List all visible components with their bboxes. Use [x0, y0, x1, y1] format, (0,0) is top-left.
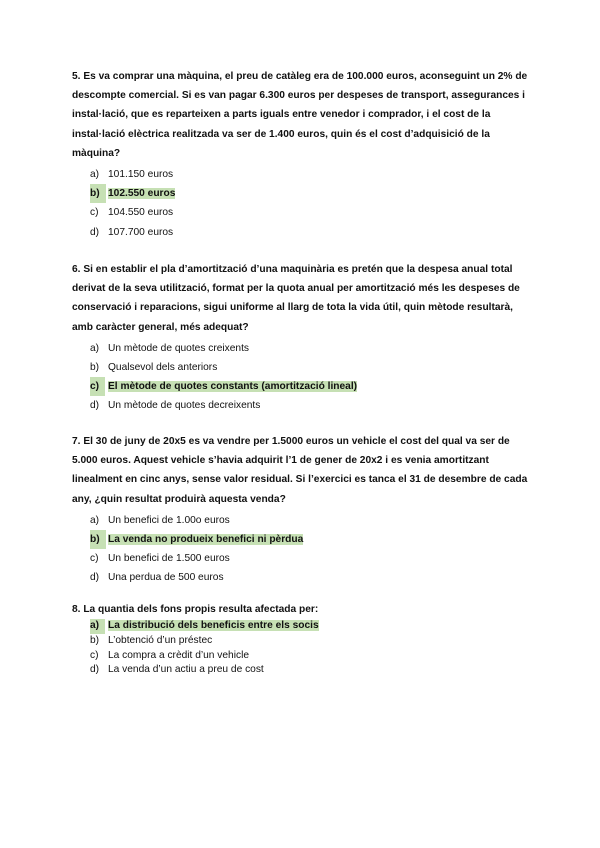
option-b: [72, 634, 534, 649]
option-letter: b): [90, 634, 100, 646]
option-letter: d): [90, 664, 100, 676]
option-list: [72, 511, 534, 588]
option-text: Una perdua de 500 euros: [108, 572, 224, 584]
option-letter: d): [90, 226, 100, 238]
option-a: [72, 339, 534, 358]
option-text: La distribució dels beneficis entre els socis: [108, 620, 319, 631]
option-text: Un benefici de 1.00o euros: [108, 514, 230, 526]
question-8: [72, 603, 534, 678]
option-list: [72, 619, 534, 678]
option-d: [72, 568, 534, 587]
option-letter: b): [90, 530, 106, 549]
option-d: [72, 223, 534, 242]
option-a: [72, 511, 534, 530]
option-text: 104.550 euros: [108, 207, 174, 219]
option-c: [72, 203, 534, 222]
option-b-correct: [72, 184, 534, 203]
option-letter: a): [90, 514, 100, 526]
option-letter: c): [90, 207, 99, 219]
question-stem: 8. La quantia dels fons propis resulta afectada per:: [72, 604, 319, 615]
question-5: [72, 67, 534, 242]
option-text: Qualsevol dels anteriors: [108, 362, 218, 373]
option-c-correct: [72, 377, 534, 396]
option-list: [72, 339, 534, 416]
option-c: [72, 649, 534, 664]
question-7: [72, 432, 534, 588]
option-letter: b): [90, 184, 106, 203]
option-letter: b): [90, 362, 100, 373]
option-text: 101.150 euros: [108, 169, 174, 181]
option-d: [72, 396, 534, 415]
option-letter: a): [90, 169, 100, 181]
option-d: [72, 663, 534, 678]
option-a-correct: [72, 619, 534, 634]
option-letter: d): [90, 572, 100, 584]
option-text: Un benefici de 1.500 euros: [108, 553, 230, 565]
option-text: 107.700 euros: [108, 226, 174, 238]
option-text: 102.550 euros: [108, 188, 176, 200]
question-6: [72, 260, 534, 416]
option-c: [72, 549, 534, 568]
option-text: La compra a crèdit d’un vehicle: [108, 649, 250, 661]
option-text: La venda no produeix benefici ni pèrdua: [108, 534, 304, 545]
question-stem: 6. Si en establir el pla d’amortització d’una maquinària es pretén que la despesa anual total derivat de la seva utilització, format per la quota anual per amortització més les despeses de conservació i reparacions, sigui uniforme al llarg de tota la vida útil, quin mètode resultarà, amb caràcter general, més adequat?: [72, 264, 520, 333]
option-b: [72, 358, 534, 377]
option-text: El mètode de quotes constants (amortització lineal): [108, 381, 358, 393]
option-text: L’obtenció d’un préstec: [108, 634, 213, 646]
option-letter: a): [90, 342, 100, 354]
question-stem: 5. Es va comprar una màquina, el preu de catàleg era de 100.000 euros, aconseguint un 2% de descompte comercial. Si es van pagar 6.300 euros per despeses de transport, assegurances i instal·lació, que es reparteixen a parts iguals entre venedor i comprador, i el cost de la instal·lació elèctrica realitzada va ser de 1.400 euros, quin és el cost d’adquisició de la màquina?: [72, 71, 528, 159]
question-stem: 7. El 30 de juny de 20x5 es va vendre per 1.5000 euros un vehicle el cost del qual va ser de 5.000 euros. Aquest vehicle s’havia adquirit l’1 de gener de 20x2 i es venia amortitzant linealment en cinc anys, sense valor residual. Si l’exercici es tanca el 31 de desembre de cada any, ¿quin resultat produirà aquesta venda?: [72, 436, 528, 505]
option-a: [72, 165, 534, 184]
option-b-correct: [72, 530, 534, 549]
option-text: Un mètode de quotes creixents: [108, 342, 250, 354]
option-letter: c): [90, 649, 99, 661]
option-letter: c): [90, 553, 99, 565]
option-letter: d): [90, 400, 100, 412]
option-list: [72, 165, 534, 242]
option-letter: a): [90, 619, 105, 634]
option-text: La venda d’un actiu a preu de cost: [108, 664, 264, 676]
option-text: Un mètode de quotes decreixents: [108, 400, 261, 412]
option-letter: c): [90, 377, 105, 396]
